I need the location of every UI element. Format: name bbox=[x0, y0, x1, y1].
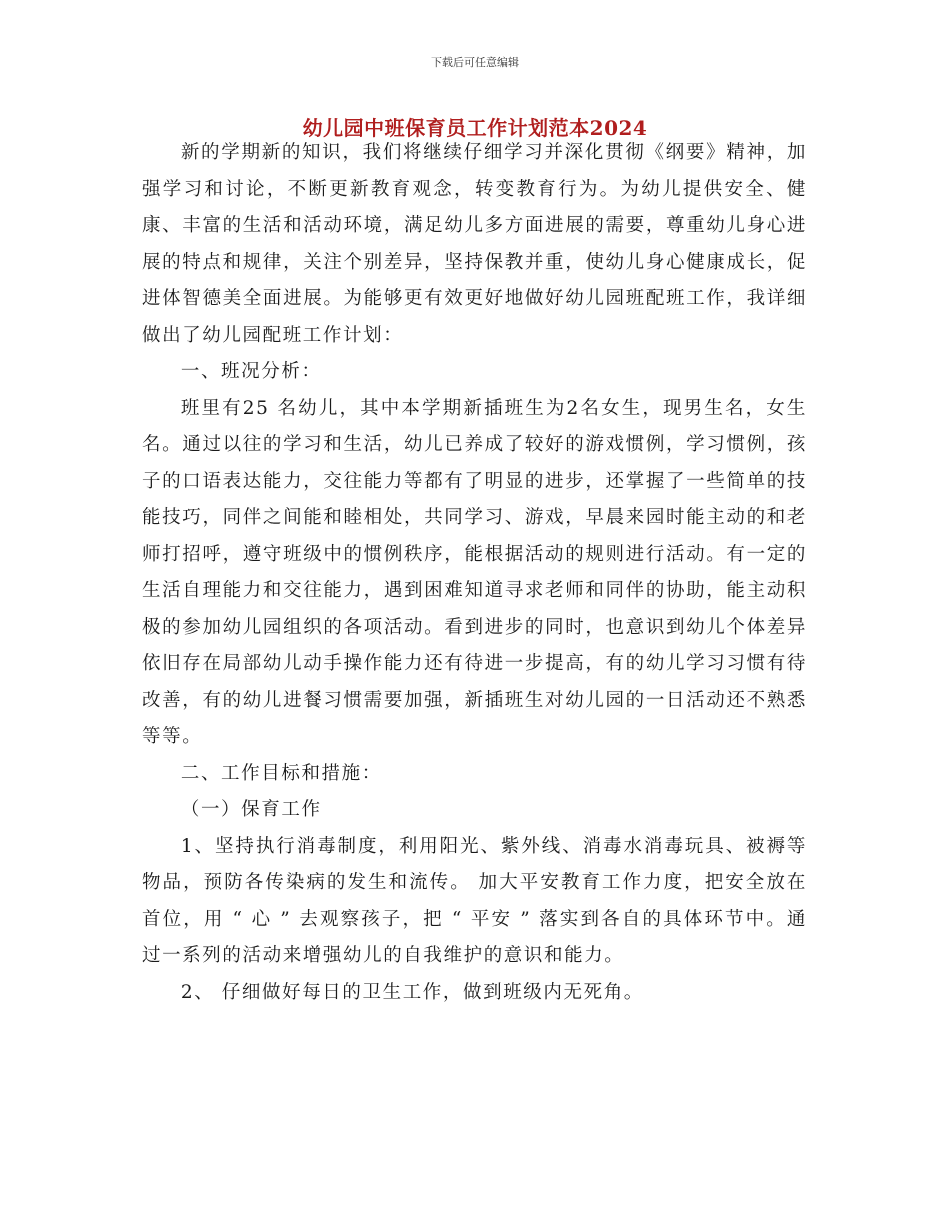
class-analysis-paragraph: 班里有25 名幼儿，其中本学期新插班生为2名女生，现男生名，女生 名。通过以往的学习和生活，幼儿已养成了较好的游戏惯例，学习惯例，孩子的口语表达能力，交往能力等都有了明显的进步，还掌握了一些简单的技能技巧，同伴之间能和睦相处，共同学习、游戏，早晨来园时能主动的和老师打招呼，遵守班级中的惯例秩序，能根据活动的规则进行活动。有一定的生活自理能力和交往能力，遇到困难知道寻求老师和同伴的协助，能主动积极的参加幼儿园组织的各项活动。看到进步的同时，也意识到幼儿个体差异依旧存在局部幼儿动手操作能力还有待进一步提高，有的幼儿学习习惯有待改善，有的幼儿进餐习惯需要加强，新插班生对幼儿园的一日活动还不熟悉等等。 bbox=[142, 397, 807, 747]
subsection-heading-care-work: （一）保育工作 bbox=[180, 799, 322, 820]
care-item-1: 1、坚持执行消毒制度，利用阳光、紫外线、消毒水消毒玩具、被褥等物品，预防各传染病的发生和流传。 加大平安教育工作力度，把安全放在首位，用 “ 心 ” 去观察孩子，把 “ 平安 ” 落实到各自的具体环节中。通过一系列的活动来增强幼儿的自我维护的意识和能力。 bbox=[142, 835, 807, 966]
intro-paragraph: 新的学期新的知识，我们将继续仔细学习并深化贯彻《纲要》精神，加强学习和讨论，不断更新教育观念，转变教育行为。为幼儿提供安全、健康、丰富的生活和活动环境，满足幼儿多方面进展的需要，尊重幼儿身心进展的特点和规律，关注个别差异，坚持保教并重，使幼儿身心健康成长，促进体智德美全面进展。为能够更有效更好地做好幼儿园班配班工作，我详细做出了幼儿园配班工作计划： bbox=[142, 142, 807, 346]
care-item-2: 2、 仔细做好每日的卫生工作，做到班级内无死角。 bbox=[180, 981, 644, 1003]
document-title: 幼儿园中班保育员工作计划范本2024 bbox=[302, 116, 648, 140]
section-heading-class-analysis: 一、班况分析： bbox=[180, 361, 322, 382]
header-note: 下载后可任意编辑 bbox=[431, 56, 519, 69]
document-body bbox=[142, 135, 807, 1011]
section-heading-goals: 二、工作目标和措施： bbox=[180, 762, 382, 784]
